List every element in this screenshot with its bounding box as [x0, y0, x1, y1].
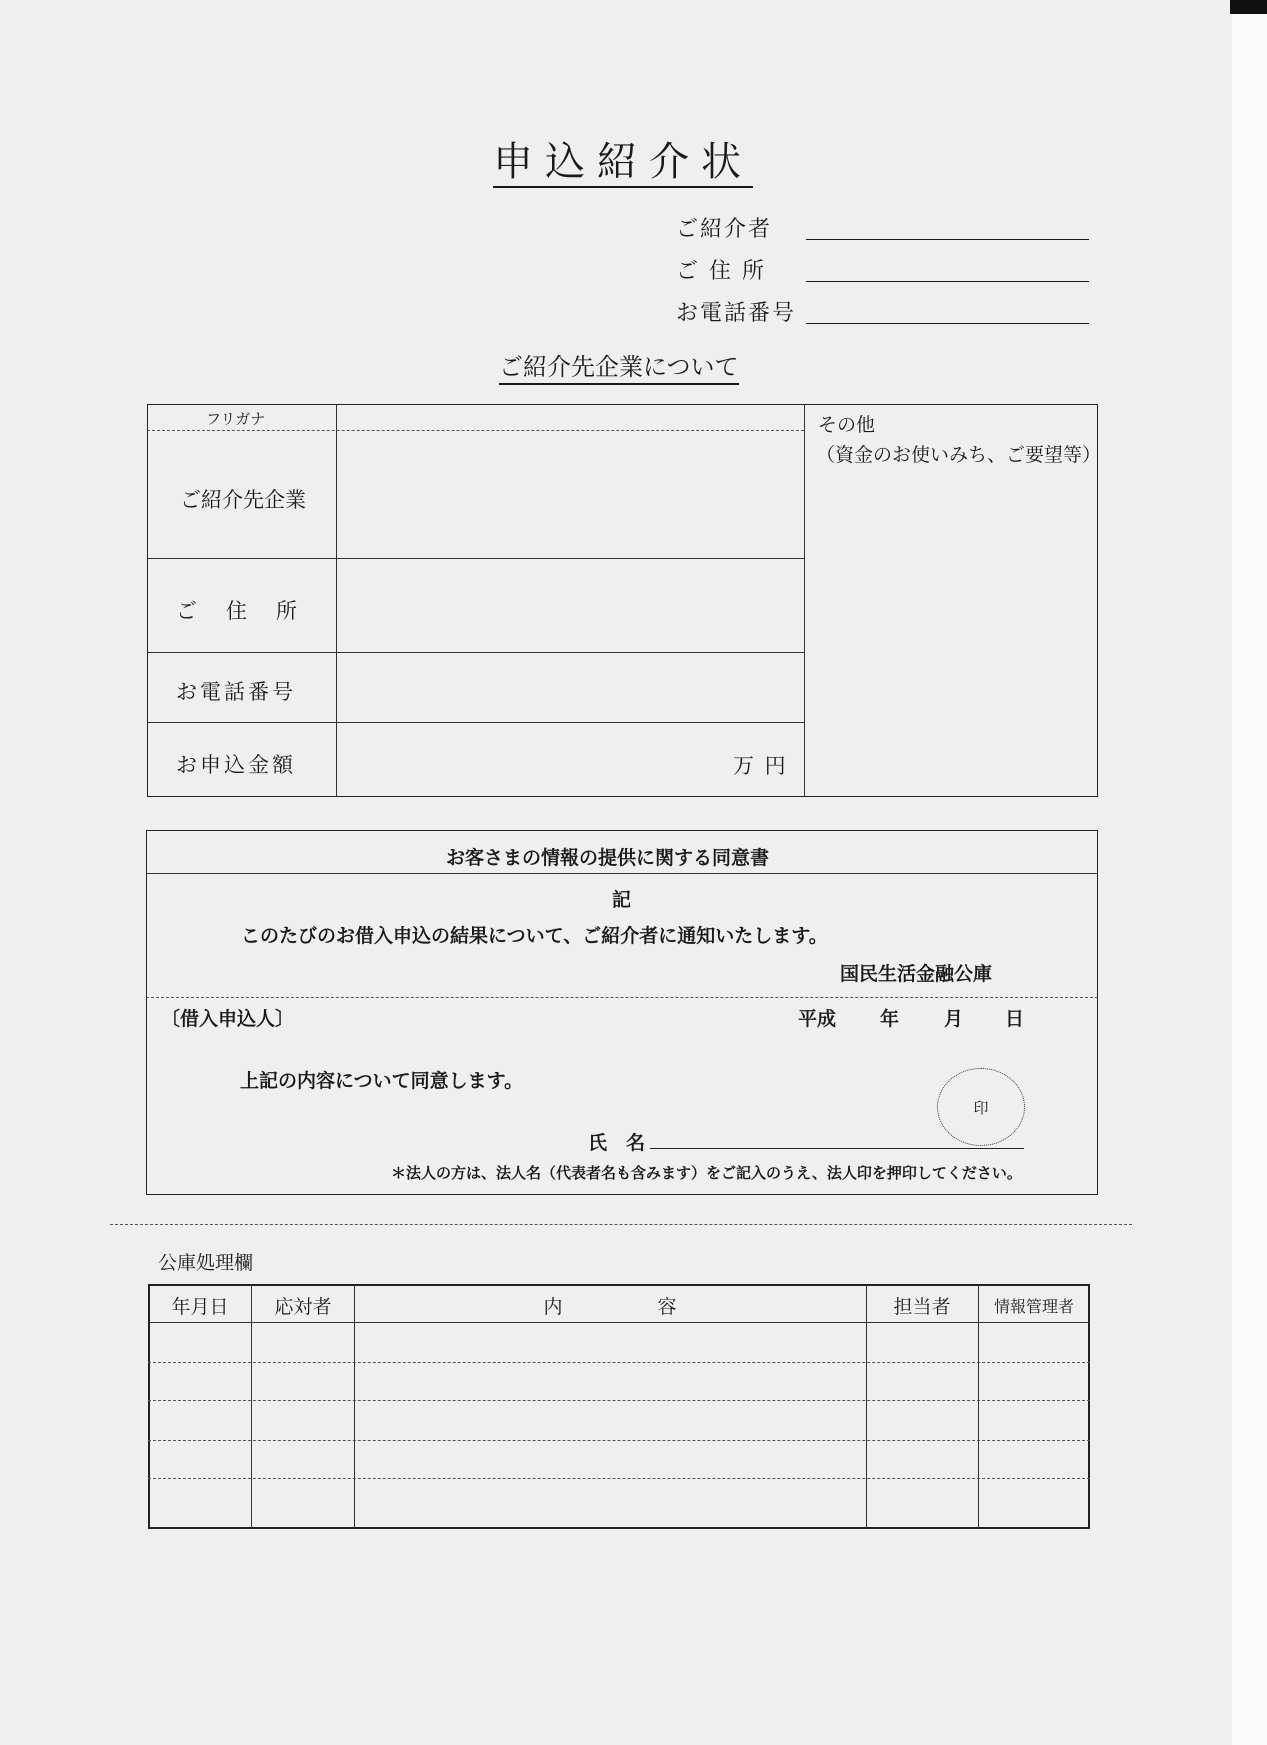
processing-col-divider	[354, 1284, 355, 1529]
consent-header: お客さまの情報の提供に関する同意書	[446, 847, 770, 869]
footnote: ＊法人の方は、法人名（代表者名も含みます）をご記入のうえ、法人印を押印してください。	[391, 1164, 1022, 1182]
other-field[interactable]	[806, 470, 1096, 795]
cut-line	[110, 1224, 1132, 1225]
seal-stamp-area[interactable]	[937, 1068, 1025, 1146]
col-info-manager: 情報管理者	[993, 1297, 1074, 1316]
col-date: 年月日	[171, 1296, 229, 1318]
processing-col-divider	[866, 1284, 867, 1529]
col-responder: 応対者	[274, 1296, 332, 1318]
company-field[interactable]	[338, 432, 802, 556]
introducer-phone-label: お電話番号	[676, 301, 797, 326]
introducer-field[interactable]	[806, 238, 1089, 240]
page-edge	[1232, 0, 1267, 1745]
furigana-label: フリガナ	[206, 410, 266, 428]
section-title: ご紹介先企業について	[499, 352, 739, 385]
processing-row-divider	[148, 1478, 1090, 1479]
date-month: 月	[944, 1008, 964, 1030]
introducer-address-field[interactable]	[806, 280, 1089, 282]
consent-notice: このたびのお借入申込の結果について、ご紹介者に通知いたします。	[241, 925, 828, 947]
company-label: ご紹介先企業	[180, 488, 306, 512]
processing-label: 公庫処理欄	[158, 1252, 254, 1274]
company-table-divider	[804, 404, 805, 797]
introducer-phone-field[interactable]	[806, 322, 1089, 324]
processing-header-divider	[148, 1322, 1090, 1323]
processing-table	[148, 1284, 1090, 1529]
scan-corner	[1230, 0, 1267, 14]
company-address-field[interactable]	[338, 560, 802, 650]
date-year: 年	[880, 1008, 900, 1030]
form-title: 申込紹介状	[493, 138, 753, 188]
row-divider	[147, 722, 804, 723]
processing-col-divider	[978, 1284, 979, 1529]
other-note: （資金のお使いみち、ご要望等）	[816, 444, 1102, 466]
row-divider	[147, 652, 804, 653]
introducer-address-label: ご 住 所	[676, 259, 766, 284]
col-person-in-charge: 担当者	[893, 1296, 951, 1318]
date-day: 日	[1005, 1008, 1025, 1030]
other-label: その他	[818, 414, 876, 436]
ki-label: 記	[612, 889, 632, 911]
processing-col-divider	[251, 1284, 252, 1529]
amount-unit: 万 円	[733, 754, 788, 778]
processing-row-divider	[148, 1440, 1090, 1441]
consent-header-divider	[146, 873, 1098, 874]
applicant-label: 〔借入申込人〕	[161, 1008, 295, 1030]
seal-label: 印	[973, 1098, 989, 1117]
company-table-divider	[336, 404, 337, 797]
row-divider	[147, 558, 804, 559]
name-field[interactable]	[650, 1148, 1024, 1149]
consent-section-divider	[146, 997, 1098, 998]
company-phone-field[interactable]	[338, 654, 802, 720]
furigana-field[interactable]	[338, 406, 802, 430]
col-content: 内 容	[543, 1296, 677, 1318]
processing-row-divider	[148, 1400, 1090, 1401]
furigana-divider	[147, 430, 804, 431]
amount-label: お申込金額	[176, 753, 296, 777]
processing-row-divider	[148, 1362, 1090, 1363]
introducer-label: ご紹介者	[676, 217, 773, 242]
name-label: 氏 名	[588, 1132, 646, 1154]
date-era: 平成	[798, 1008, 837, 1030]
company-address-label: ご 住 所	[176, 599, 301, 623]
organization-name: 国民生活金融公庫	[840, 963, 993, 985]
company-phone-label: お電話番号	[176, 680, 296, 704]
agree-text: 上記の内容について同意します。	[240, 1070, 524, 1092]
